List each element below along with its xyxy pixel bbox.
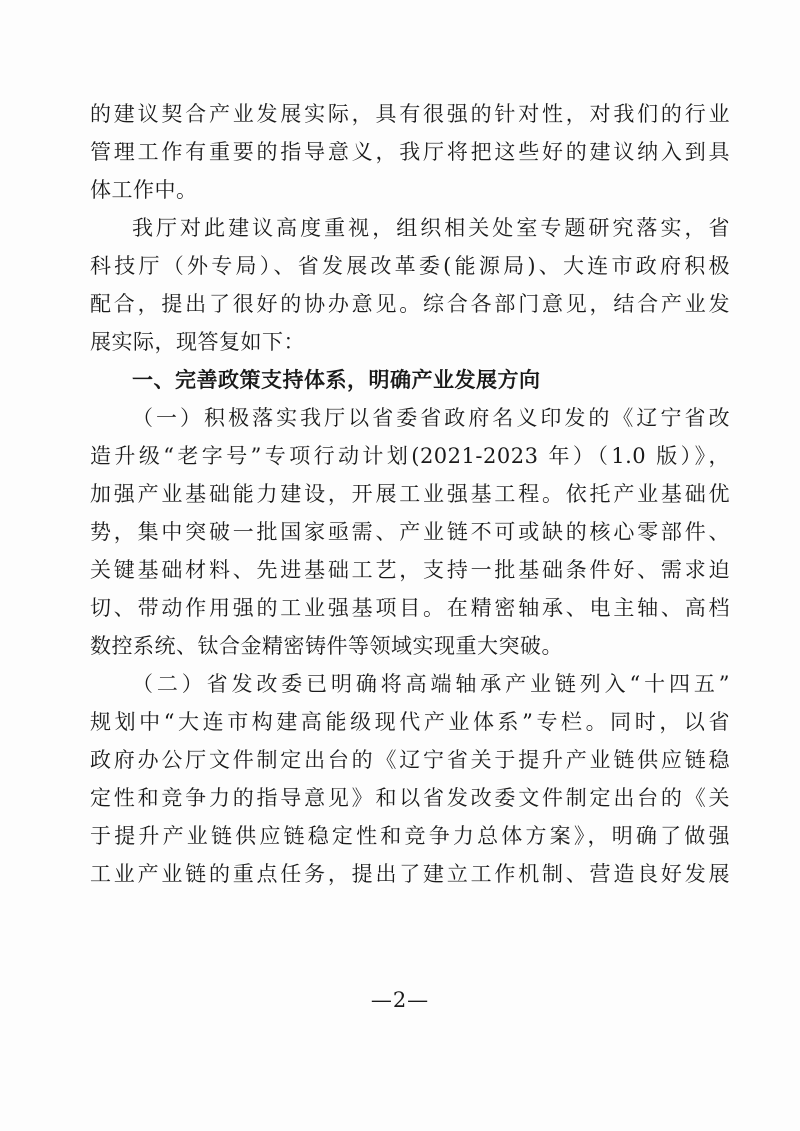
body-text	[90, 95, 730, 893]
text-line: 科技厅（外专局）、省发展改革委(能源局)、大连市政府积极	[90, 254, 730, 278]
section-heading: 一、完善政策支持体系，明确产业发展方向	[132, 368, 541, 392]
text-line: 的建议契合产业发展实际，具有很强的针对性，对我们的行业	[90, 102, 730, 126]
text-line: 关键基础材料、先进基础工艺，支持一批基础条件好、需求迫	[90, 558, 730, 582]
text-line: 定性和竞争力的指导意见》和以省发改委文件制定出台的《关	[90, 786, 730, 810]
text-line: （一）积极落实我厅以省委省政府名义印发的《辽宁省改	[132, 406, 730, 430]
text-line: 体工作中。	[90, 178, 198, 202]
text-line: 规划中“大连市构建高能级现代产业体系”专栏。同时，以省	[90, 710, 730, 734]
text-line: 切、带动作用强的工业强基项目。在精密轴承、电主轴、高档	[90, 596, 730, 620]
text-line: 展实际，现答复如下：	[90, 330, 305, 354]
text-line: 造升级“老字号”专项行动计划(2021-2023 年）（1.0 版）》，	[90, 444, 730, 468]
page-number: —2—	[370, 988, 430, 1012]
text-line: 我厅对此建议高度重视，组织相关处室专题研究落实，省	[132, 216, 730, 240]
text-line: 于提升产业链供应链稳定性和竞争力总体方案》，明确了做强	[90, 824, 730, 848]
text-line: 管理工作有重要的指导意义，我厅将把这些好的建议纳入到具	[90, 140, 730, 164]
text-line: 数控系统、钛合金精密铸件等领域实现重大突破。	[90, 634, 563, 658]
text-line: （二）省发改委已明确将高端轴承产业链列入“十四五”	[132, 672, 730, 696]
text-line: 配合，提出了很好的协办意见。综合各部门意见，结合产业发	[90, 292, 730, 316]
text-line: 加强产业基础能力建设，开展工业强基工程。依托产业基础优	[90, 482, 730, 506]
text-line: 势，集中突破一批国家亟需、产业链不可或缺的核心零部件、	[90, 520, 730, 544]
text-line: 政府办公厅文件制定出台的《辽宁省关于提升产业链供应链稳	[90, 748, 730, 772]
text-line: 工业产业链的重点任务，提出了建立工作机制、营造良好发展	[90, 862, 730, 886]
